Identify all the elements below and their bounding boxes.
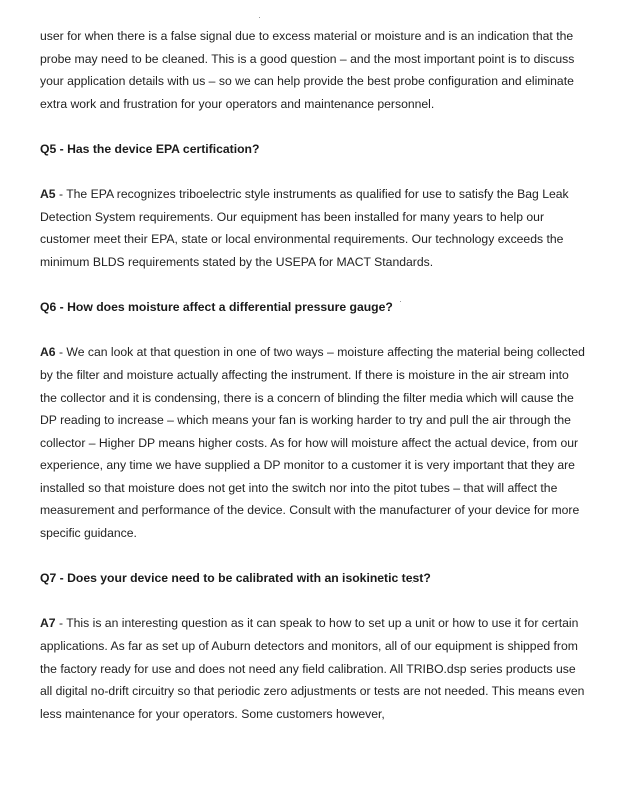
answer-a6 [40,341,588,544]
intro-paragraph: user for when there is a false signal due to excess material or moisture and is an indication that the probe may need to be cleaned. This is a good question – and the most important point is to discuss your application details with us – so we can help provide the best probe configuration and eliminate extra work and frustration for your operators and maintenance personnel. [40,29,575,111]
question-q7: Q7 - Does your device need to be calibrated with an isokinetic test? [40,571,431,586]
spacer [40,161,588,184]
answer-label: A6 [40,345,56,360]
spacer [40,545,588,568]
question-q6: Q6 - How does moisture affect a differential pressure gauge? [40,300,393,315]
answer-text: - This is an interesting question as it can speak to how to set up a unit or how to use it for certain applications. As far as set up of Auburn detectors and monitors, all of our equipment is shipped from the factory ready for use and does not need any field calibration. All TRIBO.dsp series products use all digital no-drift circuitry so that periodic zero adjustments or tests are not needed. This means even less maintenance for your operators. Some customers however, [40,616,585,721]
answer-label: A5 [40,187,56,202]
answer-a7 [40,612,588,725]
answer-label: A7 [40,616,56,631]
spacer [40,319,588,342]
scan-speck [259,17,260,18]
document-page [40,25,588,725]
spacer [40,274,588,297]
spacer [40,115,588,138]
answer-text: - We can look at that question in one of two ways – moisture affecting the material being collected by the filter and moisture actually affecting the instrument. If there is moisture in the air stream into the collector and it is condensing, there is a concern of blinding the filter media which will cause the DP reading to increase – which means your fan is working harder to try and pull the air through the collector – Higher DP means higher costs. As for how will moisture affect the actual device, from our experience, any time we have supplied a DP monitor to a customer it is very important that they are installed so that moisture does not get into the switch nor into the pitot tubes – that will affect the measurement and performance of the device. Consult with the manufacturer of your device for more specific guidance. [40,345,585,541]
spacer [40,590,588,613]
answer-a5 [40,183,588,273]
answer-text: - The EPA recognizes triboelectric style instruments as qualified for use to satisfy the Bag Leak Detection System requirements. Our equipment has been installed for many years to help our customer meet their EPA, state or local environmental requirements. Our technology exceeds the minimum BLDS requirements stated by the USEPA for MACT Standards. [40,187,569,269]
question-q5: Q5 - Has the device EPA certification? [40,141,260,156]
